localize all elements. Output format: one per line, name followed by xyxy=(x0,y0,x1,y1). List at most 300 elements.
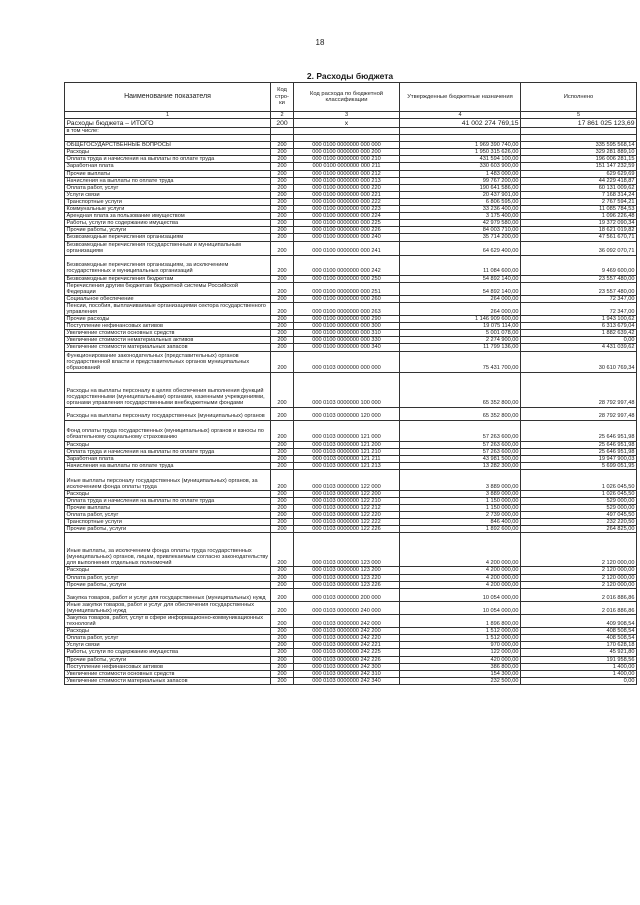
table-row xyxy=(65,372,637,407)
row-approved: 84 003 710,00 xyxy=(400,227,521,234)
row-name: Фонд оплаты труда государственных (муниципальных) органов и взносы по обязательному социальному страхованию xyxy=(65,420,271,441)
row-line-code: 200 xyxy=(271,420,294,441)
row-approved xyxy=(400,135,521,142)
table-row xyxy=(65,234,637,241)
row-budget-code: 000 0103 0000000 121 000 xyxy=(294,420,400,441)
row-budget-code: 000 0103 0000000 000 000 xyxy=(294,351,400,372)
row-budget-code: 000 0103 0000000 122 210 xyxy=(294,498,400,505)
row-line-code: 200 xyxy=(271,581,294,588)
row-name: Расходы xyxy=(65,628,271,635)
row-line-code: 200 xyxy=(271,663,294,670)
row-line-code: 200 xyxy=(271,220,294,227)
row-executed: 408 508,54 xyxy=(521,628,637,635)
row-line-code: 200 xyxy=(271,323,294,330)
row-name: Оплата работ, услуг xyxy=(65,574,271,581)
row-approved: 1 150 000,00 xyxy=(400,498,521,505)
row-budget-code: 000 0100 0000000 000 210 xyxy=(294,156,400,163)
column-number-row xyxy=(65,112,637,119)
table-row xyxy=(65,142,637,149)
row-approved: 54 892 140,00 xyxy=(400,275,521,282)
column-number: 2 xyxy=(271,112,294,119)
row-name: Расходы xyxy=(65,441,271,448)
row-name: Оплата труда и начисления на выплаты по оплате труда xyxy=(65,498,271,505)
table-row xyxy=(65,184,637,191)
row-budget-code: 000 0100 0000000 000 221 xyxy=(294,191,400,198)
row-line-code: 200 xyxy=(271,498,294,505)
row-line-code: 200 xyxy=(271,213,294,220)
table-row xyxy=(65,316,637,323)
row-budget-code: 000 0100 0000000 000 000 xyxy=(294,142,400,149)
row-approved: 330 603 900,00 xyxy=(400,163,521,170)
row-approved: 1 969 390 740,00 xyxy=(400,142,521,149)
table-row xyxy=(65,227,637,234)
table-row xyxy=(65,581,637,588)
row-budget-code: 000 0100 0000000 000 222 xyxy=(294,198,400,205)
row-executed xyxy=(521,128,637,135)
row-budget-code: 000 0100 0000000 000 241 xyxy=(294,241,400,255)
row-approved: 10 054 000,00 xyxy=(400,588,521,601)
row-line-code: 200 xyxy=(271,191,294,198)
row-line-code: 200 xyxy=(271,372,294,407)
row-name: Безвозмездные перечисления государственным и муниципальным организациям xyxy=(65,241,271,255)
row-budget-code: 000 0103 0000000 121 200 xyxy=(294,441,400,448)
row-name: Начисления на выплаты по оплате труда xyxy=(65,462,271,469)
row-line-code: 200 xyxy=(271,407,294,420)
row-line-code xyxy=(271,135,294,142)
row-executed: 23 557 480,00 xyxy=(521,275,637,282)
row-line-code: 200 xyxy=(271,302,294,315)
table-row xyxy=(65,191,637,198)
row-approved: 65 352 800,00 xyxy=(400,407,521,420)
row-approved: 4 200 000,00 xyxy=(400,581,521,588)
row-line-code: 200 xyxy=(271,177,294,184)
table-row xyxy=(65,614,637,627)
row-budget-code: 000 0100 0000000 000 200 xyxy=(294,149,400,156)
row-executed: 2 016 886,86 xyxy=(521,601,637,614)
row-budget-code: 000 0103 0000000 242 225 xyxy=(294,649,400,656)
row-executed: 409 908,54 xyxy=(521,614,637,627)
row-executed xyxy=(521,135,637,142)
row-line-code: 200 xyxy=(271,316,294,323)
row-approved: 232 500,00 xyxy=(400,677,521,684)
table-row xyxy=(65,213,637,220)
row-executed: 25 646 951,98 xyxy=(521,441,637,448)
row-budget-code: 000 0100 0000000 000 224 xyxy=(294,213,400,220)
table-row xyxy=(65,420,637,441)
row-budget-code: 000 0103 0000000 122 222 xyxy=(294,519,400,526)
row-name: Транспортные услуги xyxy=(65,519,271,526)
row-name: Начисления на выплаты по оплате труда xyxy=(65,177,271,184)
row-executed: 0,00 xyxy=(521,677,637,684)
row-line-code: 200 xyxy=(271,156,294,163)
row-approved: 41 002 274 769,15 xyxy=(400,119,521,128)
row-budget-code: 000 0103 0000000 242 226 xyxy=(294,656,400,663)
row-budget-code: 000 0100 0000000 000 213 xyxy=(294,177,400,184)
row-executed: 25 646 951,98 xyxy=(521,420,637,441)
row-approved: 190 641 586,00 xyxy=(400,184,521,191)
table-row xyxy=(65,170,637,177)
table-row xyxy=(65,677,637,684)
row-budget-code: 000 0100 0000000 000 211 xyxy=(294,163,400,170)
row-executed: 28 792 997,48 xyxy=(521,372,637,407)
table-row xyxy=(65,295,637,302)
row-line-code: 200 xyxy=(271,614,294,627)
row-approved: 42 979 580,00 xyxy=(400,220,521,227)
row-approved: 57 263 600,00 xyxy=(400,448,521,455)
row-approved: 19 075 114,00 xyxy=(400,323,521,330)
row-executed: 191 958,56 xyxy=(521,656,637,663)
row-executed: 408 508,54 xyxy=(521,635,637,642)
row-line-code: 200 xyxy=(271,670,294,677)
row-approved: 99 767 200,00 xyxy=(400,177,521,184)
table-row xyxy=(65,241,637,255)
table-row xyxy=(65,156,637,163)
table-row xyxy=(65,601,637,614)
row-approved: 1 512 000,00 xyxy=(400,635,521,642)
row-budget-code: 000 0103 0000000 122 226 xyxy=(294,526,400,533)
table-row xyxy=(65,282,637,295)
row-executed: 9 469 600,00 xyxy=(521,255,637,275)
row-budget-code: 000 0103 0000000 123 200 xyxy=(294,567,400,574)
row-approved: 4 200 000,00 xyxy=(400,574,521,581)
row-executed: 0,00 xyxy=(521,337,637,344)
header-code-row: Код стро-ки xyxy=(271,83,294,112)
column-number: 4 xyxy=(400,112,521,119)
row-name: Увеличение стоимости нематериальных активов xyxy=(65,337,271,344)
row-line-code: 200 xyxy=(271,282,294,295)
row-approved: 1 483 000,00 xyxy=(400,170,521,177)
row-budget-code: 000 0100 0000000 000 212 xyxy=(294,170,400,177)
row-executed: 5 699 051,95 xyxy=(521,462,637,469)
row-approved: 43 981 500,00 xyxy=(400,455,521,462)
row-line-code: 200 xyxy=(271,295,294,302)
header-code-class: Код расхода по бюджетной классификации xyxy=(294,83,400,112)
row-name: Услуги связи xyxy=(65,191,271,198)
row-approved: 420 000,00 xyxy=(400,656,521,663)
row-executed: 497 045,50 xyxy=(521,512,637,519)
row-name: Работы, услуги по содержанию имущества xyxy=(65,649,271,656)
row-line-code: 200 xyxy=(271,505,294,512)
row-line-code: 200 xyxy=(271,351,294,372)
row-budget-code: 000 0103 0000000 123 000 xyxy=(294,533,400,567)
table-row xyxy=(65,351,637,372)
row-line-code: 200 xyxy=(271,142,294,149)
row-executed: 170 628,18 xyxy=(521,642,637,649)
row-line-code: 200 xyxy=(271,448,294,455)
row-line-code: 200 xyxy=(271,184,294,191)
table-row xyxy=(65,344,637,351)
row-name: в том числе: xyxy=(65,128,271,135)
row-name: ОБЩЕГОСУДАРСТВЕННЫЕ ВОПРОСЫ xyxy=(65,142,271,149)
row-executed: 7 168 314,24 xyxy=(521,191,637,198)
row-approved: 11 799 136,00 xyxy=(400,344,521,351)
table-row xyxy=(65,533,637,567)
row-budget-code: 000 0103 0000000 121 211 xyxy=(294,455,400,462)
row-executed: 232 220,50 xyxy=(521,519,637,526)
row-approved: 1 512 000,00 xyxy=(400,628,521,635)
row-executed: 47 561 670,71 xyxy=(521,234,637,241)
row-approved: 264 000,00 xyxy=(400,302,521,315)
row-executed: 23 557 480,00 xyxy=(521,282,637,295)
row-line-code: 200 xyxy=(271,628,294,635)
row-name: Увеличение стоимости материальных запасов xyxy=(65,344,271,351)
row-budget-code: 000 0103 0000000 242 000 xyxy=(294,614,400,627)
table-row xyxy=(65,302,637,315)
row-executed: 1 943 100,62 xyxy=(521,316,637,323)
row-approved: 1 892 600,00 xyxy=(400,526,521,533)
table-row xyxy=(65,635,637,642)
row-line-code: 200 xyxy=(271,574,294,581)
row-name: Перечисления другим бюджетам бюджетной системы Российской Федерации xyxy=(65,282,271,295)
row-approved: 1 950 315 626,00 xyxy=(400,149,521,156)
table-row xyxy=(65,649,637,656)
table-row xyxy=(65,198,637,205)
row-approved: 3 889 000,00 xyxy=(400,490,521,497)
table-row xyxy=(65,135,637,142)
page-number: 18 xyxy=(315,38,325,47)
section-title: 2. Расходы бюджета xyxy=(306,71,394,81)
row-budget-code: 000 0103 0000000 122 200 xyxy=(294,490,400,497)
row-name: Оплата работ, услуг xyxy=(65,184,271,191)
row-name: Прочие работы, услуги xyxy=(65,581,271,588)
table-row xyxy=(65,469,637,490)
row-budget-code: 000 0103 0000000 100 000 xyxy=(294,372,400,407)
row-executed: 11 085 784,53 xyxy=(521,206,637,213)
row-line-code: 200 xyxy=(271,330,294,337)
row-approved: 154 300,00 xyxy=(400,670,521,677)
table-row xyxy=(65,663,637,670)
row-line-code: 200 xyxy=(271,588,294,601)
row-name xyxy=(65,135,271,142)
row-executed: 264 825,00 xyxy=(521,526,637,533)
row-approved: 2 274 900,00 xyxy=(400,337,521,344)
row-approved: 1 896 800,00 xyxy=(400,614,521,627)
table-row xyxy=(65,642,637,649)
row-approved: 264 000,00 xyxy=(400,295,521,302)
table-row xyxy=(65,330,637,337)
row-executed: 45 921,80 xyxy=(521,649,637,656)
row-approved: 33 236 400,00 xyxy=(400,206,521,213)
row-executed: 72 347,00 xyxy=(521,302,637,315)
table-row xyxy=(65,567,637,574)
row-name: Увеличение стоимости основных средств xyxy=(65,330,271,337)
row-budget-code: 000 0100 0000000 000 242 xyxy=(294,255,400,275)
row-line-code: 200 xyxy=(271,344,294,351)
row-budget-code xyxy=(294,128,400,135)
row-executed: 629 629,69 xyxy=(521,170,637,177)
column-number: 5 xyxy=(521,112,637,119)
row-name: Расходы xyxy=(65,490,271,497)
row-line-code: 200 xyxy=(271,519,294,526)
row-line-code: 200 xyxy=(271,649,294,656)
row-name: Поступление нефинансовых активов xyxy=(65,323,271,330)
row-executed: 30 610 769,34 xyxy=(521,351,637,372)
table-row xyxy=(65,220,637,227)
row-budget-code: 000 0100 0000000 000 290 xyxy=(294,316,400,323)
row-executed: 72 347,00 xyxy=(521,295,637,302)
row-approved: 4 200 000,00 xyxy=(400,567,521,574)
table-row xyxy=(65,163,637,170)
row-executed: 28 792 997,48 xyxy=(521,407,637,420)
table-row xyxy=(65,490,637,497)
row-executed: 2 120 000,00 xyxy=(521,581,637,588)
row-name: Иные выплаты, за исключением фонда оплаты труда государственных (муниципальных) органов, лицам, привлекаемым согласно законодательству для выполнения отдельных полномочий xyxy=(65,533,271,567)
row-name: Оплата труда и начисления на выплаты по оплате труда xyxy=(65,156,271,163)
header-approved: Утвержденные бюджетные назначения xyxy=(400,83,521,112)
column-number: 1 xyxy=(65,112,271,119)
row-budget-code: 000 0103 0000000 240 000 xyxy=(294,601,400,614)
row-name: Безвозмездные перечисления организациям xyxy=(65,234,271,241)
row-executed: 1 096 226,48 xyxy=(521,213,637,220)
table-row xyxy=(65,505,637,512)
row-approved: 65 352 800,00 xyxy=(400,372,521,407)
row-line-code: 200 xyxy=(271,512,294,519)
row-budget-code: 000 0103 0000000 242 300 xyxy=(294,663,400,670)
row-executed: 529 000,00 xyxy=(521,498,637,505)
row-line-code: 200 xyxy=(271,526,294,533)
row-approved: 57 263 600,00 xyxy=(400,420,521,441)
row-executed: 529 000,00 xyxy=(521,505,637,512)
row-budget-code: 000 0103 0000000 122 000 xyxy=(294,469,400,490)
row-executed: 17 861 025 123,69 xyxy=(521,119,637,128)
row-executed: 18 621 019,82 xyxy=(521,227,637,234)
row-name: Прочие выплаты xyxy=(65,170,271,177)
row-line-code: 200 xyxy=(271,455,294,462)
row-budget-code: 000 0100 0000000 000 223 xyxy=(294,206,400,213)
row-line-code: 200 xyxy=(271,635,294,642)
table-row xyxy=(65,255,637,275)
row-name: Заработная плата xyxy=(65,455,271,462)
header-row xyxy=(65,83,637,112)
row-line-code: 200 xyxy=(271,533,294,567)
table-row xyxy=(65,462,637,469)
row-approved: 20 437 901,00 xyxy=(400,191,521,198)
row-line-code: 200 xyxy=(271,567,294,574)
row-executed: 60 131 009,62 xyxy=(521,184,637,191)
row-executed: 1 400,00 xyxy=(521,670,637,677)
row-name: Оплата работ, услуг xyxy=(65,512,271,519)
row-budget-code: 000 0100 0000000 000 330 xyxy=(294,337,400,344)
row-budget-code: 000 0103 0000000 122 212 xyxy=(294,505,400,512)
table-row xyxy=(65,526,637,533)
row-name: Увеличение стоимости основных средств xyxy=(65,670,271,677)
row-line-code: 200 xyxy=(271,469,294,490)
row-line-code: 200 xyxy=(271,234,294,241)
row-approved: 3 175 400,00 xyxy=(400,213,521,220)
table-row xyxy=(65,455,637,462)
row-name: Закупка товаров, работ, услуг в сфере информационно-коммуникационных технологий xyxy=(65,614,271,627)
row-approved: 386 800,00 xyxy=(400,663,521,670)
row-executed: 36 092 070,71 xyxy=(521,241,637,255)
row-executed: 4 431 039,62 xyxy=(521,344,637,351)
row-executed: 2 767 594,21 xyxy=(521,198,637,205)
row-approved: 1 146 909 600,00 xyxy=(400,316,521,323)
row-budget-code: 000 0103 0000000 242 221 xyxy=(294,642,400,649)
row-name: Коммунальные услуги xyxy=(65,206,271,213)
row-budget-code: 000 0103 0000000 242 200 xyxy=(294,628,400,635)
row-line-code: 200 xyxy=(271,642,294,649)
table-row xyxy=(65,498,637,505)
row-budget-code: 000 0103 0000000 123 226 xyxy=(294,581,400,588)
row-line-code: 200 xyxy=(271,227,294,234)
row-name: Социальное обеспечение xyxy=(65,295,271,302)
row-name: Прочие выплаты xyxy=(65,505,271,512)
row-executed: 6 313 679,04 xyxy=(521,323,637,330)
row-executed: 2 120 000,00 xyxy=(521,567,637,574)
row-budget-code: 000 0103 0000000 242 310 xyxy=(294,670,400,677)
row-executed: 1 026 045,50 xyxy=(521,469,637,490)
row-name: Заработная плата xyxy=(65,163,271,170)
row-name: Оплата труда и начисления на выплаты по оплате труда xyxy=(65,448,271,455)
row-line-code: 200 xyxy=(271,601,294,614)
row-budget-code: 000 0100 0000000 000 251 xyxy=(294,282,400,295)
row-name: Услуги связи xyxy=(65,642,271,649)
row-approved: 57 263 600,00 xyxy=(400,441,521,448)
row-approved: 5 001 078,00 xyxy=(400,330,521,337)
table-row xyxy=(65,512,637,519)
row-approved: 122 000,00 xyxy=(400,649,521,656)
row-approved: 64 629 400,00 xyxy=(400,241,521,255)
total-row xyxy=(65,119,637,128)
table-row xyxy=(65,574,637,581)
table-row xyxy=(65,337,637,344)
row-budget-code xyxy=(294,135,400,142)
row-executed: 19 947 900,03 xyxy=(521,455,637,462)
row-budget-code: 000 0100 0000000 000 250 xyxy=(294,275,400,282)
row-executed: 1 400,00 xyxy=(521,663,637,670)
row-line-code: 200 xyxy=(271,149,294,156)
row-line-code: 200 xyxy=(271,677,294,684)
table-row xyxy=(65,407,637,420)
table-row xyxy=(65,323,637,330)
row-executed: 2 120 000,00 xyxy=(521,533,637,567)
row-approved: 13 282 300,00 xyxy=(400,462,521,469)
row-line-code: 200 xyxy=(271,490,294,497)
row-budget-code: 000 0100 0000000 000 300 xyxy=(294,323,400,330)
row-name: Транспортные услуги xyxy=(65,198,271,205)
row-approved: 1 150 000,00 xyxy=(400,505,521,512)
row-name: Иные закупки товаров, работ и услуг для обеспечения государственных (муниципальных) нужд xyxy=(65,601,271,614)
table-row xyxy=(65,628,637,635)
row-budget-code: 000 0100 0000000 000 340 xyxy=(294,344,400,351)
row-approved: 846 400,00 xyxy=(400,519,521,526)
row-approved: 2 739 000,00 xyxy=(400,512,521,519)
row-name: Поступление нефинансовых активов xyxy=(65,663,271,670)
row-name: Прочие расходы xyxy=(65,316,271,323)
row-approved: 6 806 595,00 xyxy=(400,198,521,205)
row-budget-code: 000 0103 0000000 121 210 xyxy=(294,448,400,455)
row-line-code: 200 xyxy=(271,170,294,177)
row-budget-code: x xyxy=(294,119,400,128)
row-budget-code: 000 0100 0000000 000 263 xyxy=(294,302,400,315)
header-name: Наименование показателя xyxy=(65,83,271,112)
table-row xyxy=(65,656,637,663)
row-name: Арендная плата за пользование имуществом xyxy=(65,213,271,220)
row-line-code: 200 xyxy=(271,119,294,128)
row-budget-code: 000 0100 0000000 000 310 xyxy=(294,330,400,337)
row-name: Прочие работы, услуги xyxy=(65,227,271,234)
row-executed: 2 120 000,00 xyxy=(521,574,637,581)
row-budget-code: 000 0100 0000000 000 220 xyxy=(294,184,400,191)
table-row xyxy=(65,206,637,213)
row-approved: 970 000,00 xyxy=(400,642,521,649)
row-line-code: 200 xyxy=(271,206,294,213)
row-line-code: 200 xyxy=(271,163,294,170)
table-row xyxy=(65,670,637,677)
row-name: Расходы на выплаты персоналу государственных (муниципальных) органов xyxy=(65,407,271,420)
row-name: Расходы xyxy=(65,567,271,574)
row-name: Расходы xyxy=(65,149,271,156)
